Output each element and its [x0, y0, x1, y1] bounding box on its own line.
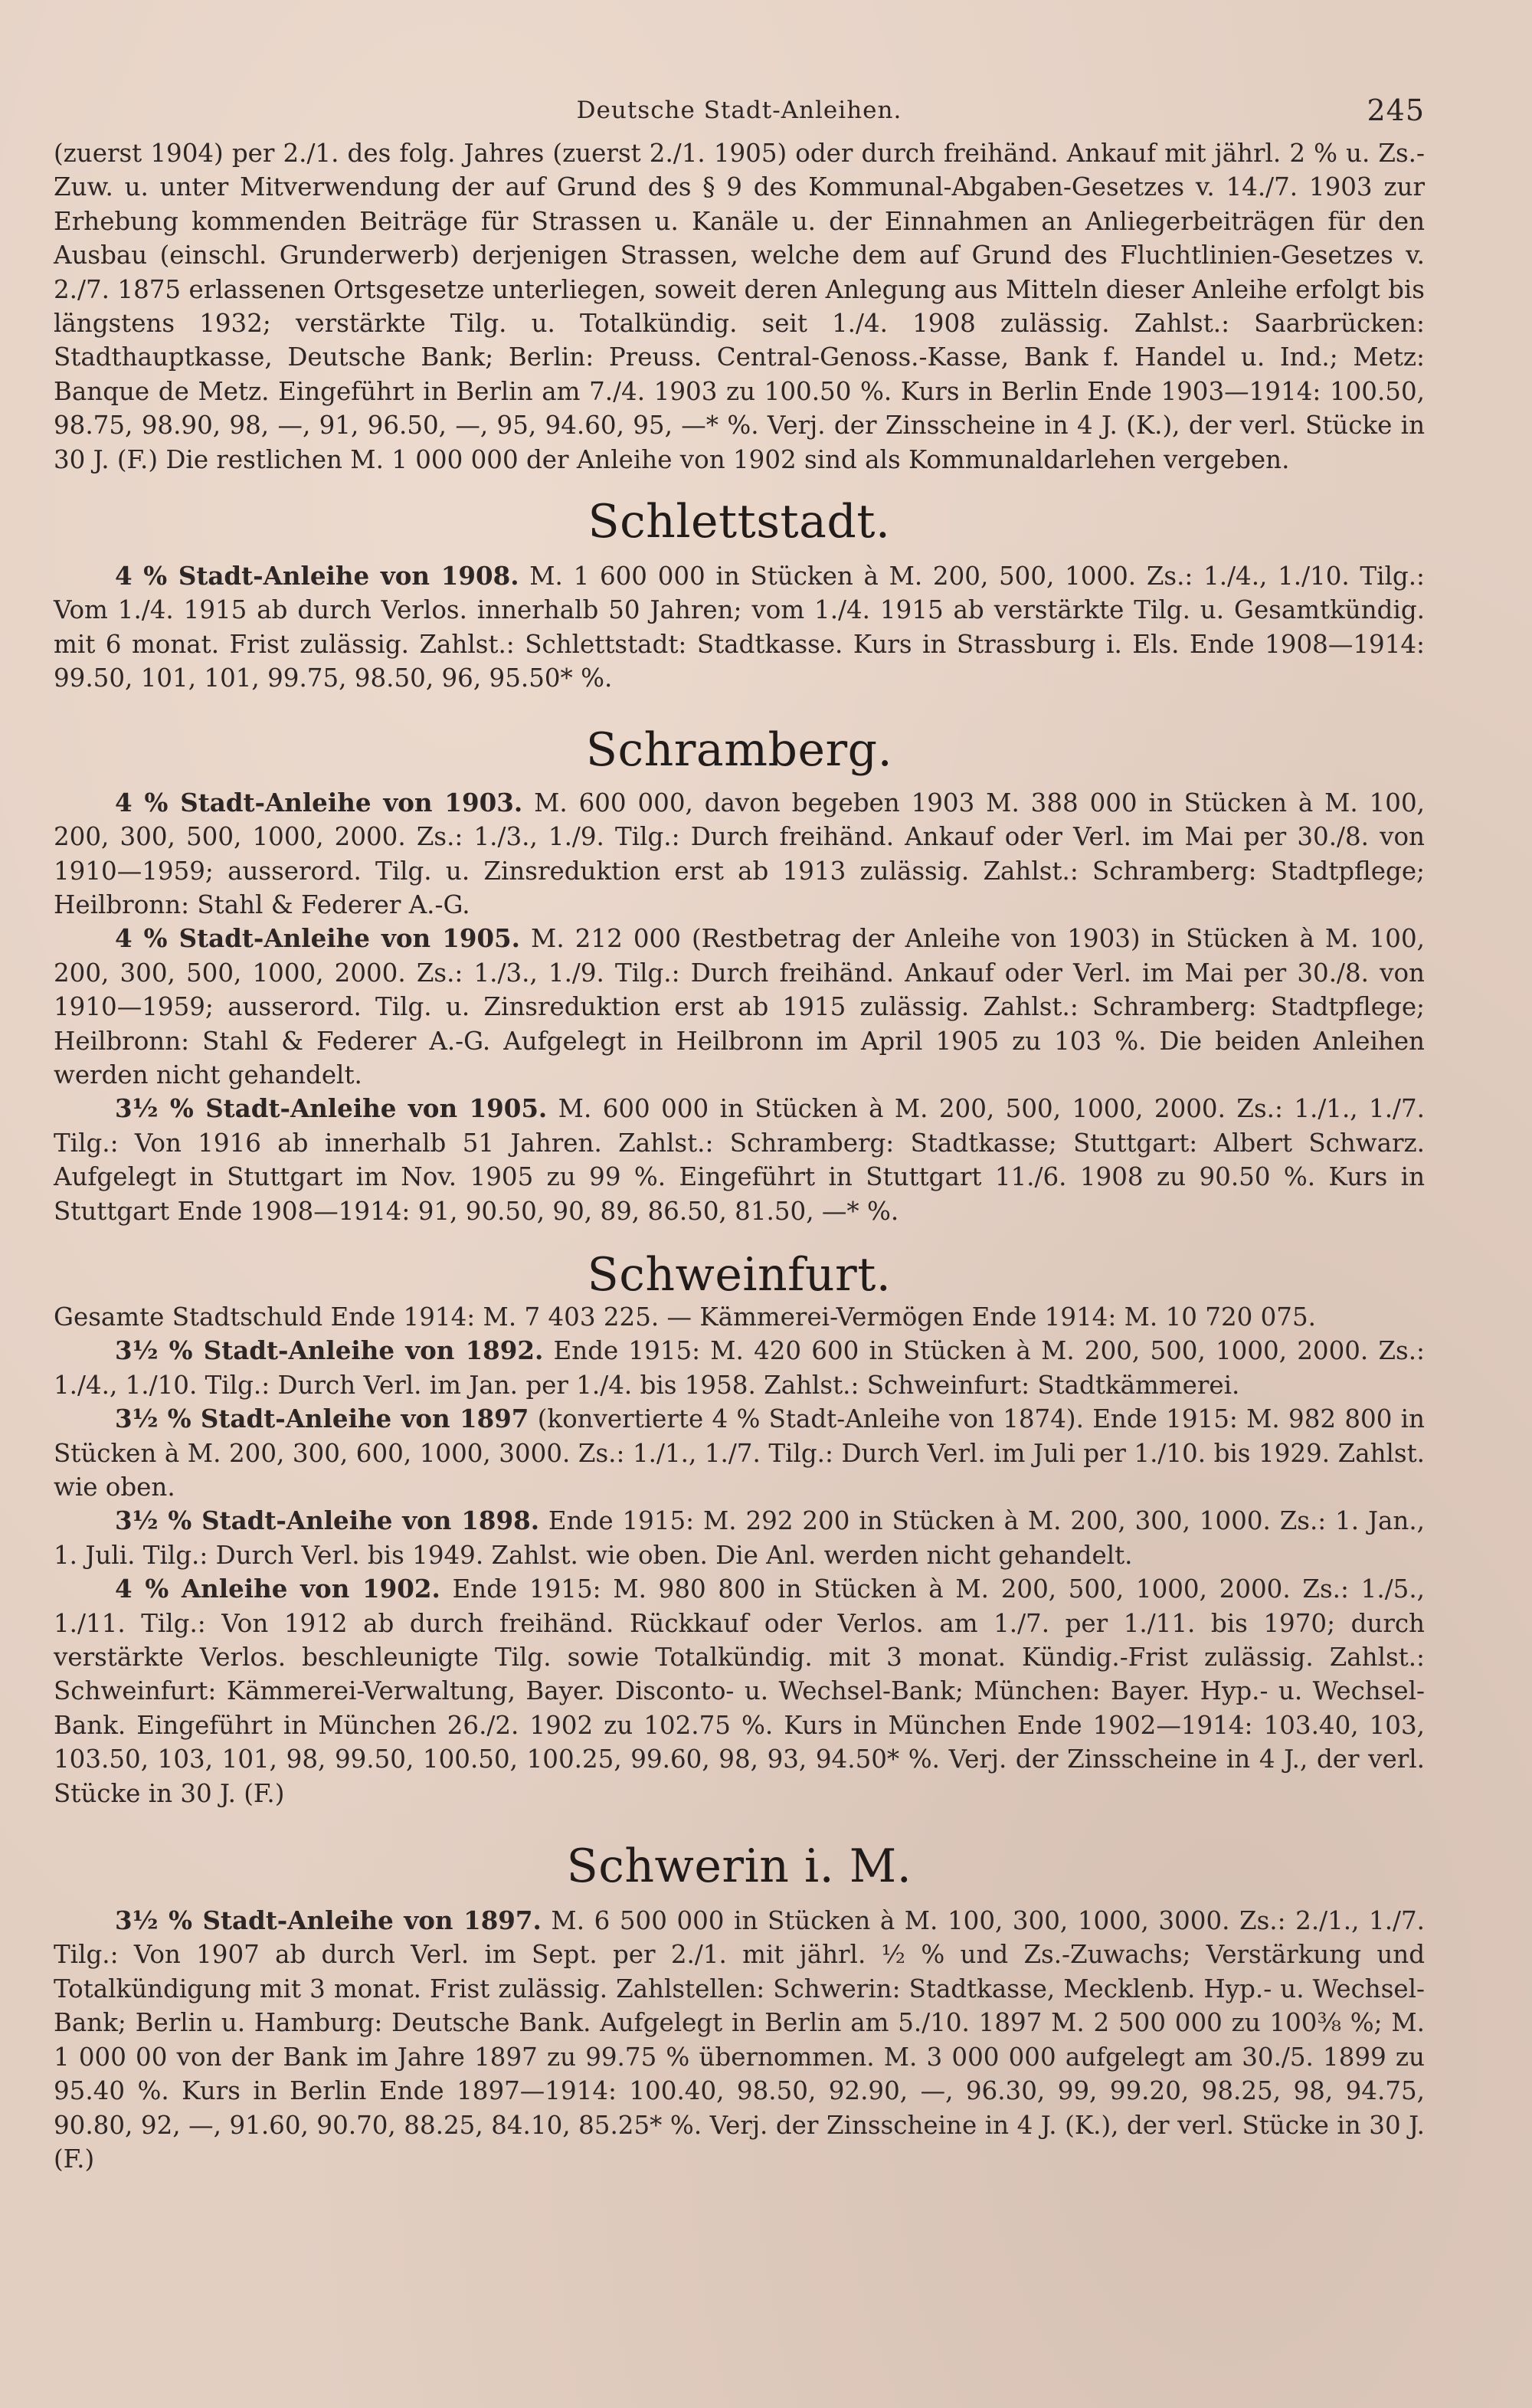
loan-details: M. 6 500 000 in Stücken à M. 100, 300, 1000, 3000. Zs.: 2./1., 1./7. Tilg.: Von 1907 ab durch Verl. im Sept. per 2./1. mit jährl. ½ % und Zs.-Zuwachs; Verstärkung und Totalkündigung mit 3 monat. Frist zulässig. Zahlstellen: Schwerin: Stadtkasse, Mecklenb. Hyp.- u. Wechsel-Bank; Berlin u. Hamburg: Deutsche Bank. Aufgelegt in Berlin am 5./10. 1897 M. 2 500 000 zu 100⅜ %; M. 1 000 00 von der Bank im Jahre 1897 zu 99.75 % übernommen. M. 3 000 000 aufgelegt am 30./5. 1899 zu 95.40 %. Kurs in Berlin Ende 1897—1914: 100.40, 98.50, 92.90, —, 96.30, 99, 99.20, 98.25, 98, 94.75, 90.80, 92, —, 91.60, 90.70, 88.25, 84.10, 85.25* %. Verj. der Zinsscheine in 4 J. (K.), der verl. Stücke in 30 J. (F.) — [54, 1906, 1425, 2174]
loan-details: M. 600 000 in Stücken à M. 200, 500, 1000, 2000. Zs.: 1./1., 1./7. Tilg.: Von 1916 ab innerhalb 51 Jahren. Zahlst.: Schramberg: Stadtkasse; Stuttgart: Albert Schwarz. Aufgelegt in Stuttgart im Nov. 1905 zu 99 %. Eingeführt in Stuttgart 11./6. 1908 zu 90.50 %. Kurs in Stuttgart Ende 1908—1914: 91, 90.50, 90, 89, 86.50, 81.50, —* %. — [54, 1094, 1425, 1226]
loan-title: 3½ % Stadt-Anleihe von 1905. — [115, 1093, 548, 1124]
running-title: Deutsche Stadt-Anleihen. — [576, 97, 902, 124]
loan-title: 4 % Stadt-Anleihe von 1903. — [115, 787, 523, 817]
loan-entry — [54, 1092, 1425, 1228]
loan-entry — [54, 559, 1425, 696]
section-heading-schramberg: Schramberg. — [585, 722, 893, 777]
page — [54, 90, 1425, 2176]
loan-details: M. 1 600 000 in Stücken à M. 200, 500, 1000. Zs.: 1./4., 1./10. Tilg.: Vom 1./4. 1915 ab durch Verlos. innerhalb 50 Jahren; vom 1./4. 1915 ab verstärkte Tilg. u. Gesamtkündig. mit 6 monat. Frist zulässig. Zahlst.: Schlettstadt: Stadtkasse. Kurs in Strassburg i. Els. Ende 1908—1914: 99.50, 101, 101, 99.75, 98.50, 96, 95.50* %. — [54, 562, 1425, 693]
loan-title: 4 % Stadt-Anleihe von 1905. — [115, 923, 520, 954]
loan-details: M. 600 000, davon begeben 1903 M. 388 000 in Stücken à M. 100, 200, 300, 500, 1000, 2000. Zs.: 1./3., 1./9. Tilg.: Durch freihänd. Ankauf oder Verl. im Mai per 30./8. von 1910—1959; ausserord. Tilg. u. Zinsreduktion erst ab 1913 zulässig. Zahlst.: Schramberg: Stadtpflege; Heilbronn: Stahl & Federer A.-G. — [54, 788, 1425, 919]
loan-entry — [54, 1504, 1425, 1572]
page-number: 245 — [1367, 93, 1425, 127]
intro-paragraph: (zuerst 1904) per 2./1. des folg. Jahres (zuerst 2./1. 1905) oder durch freihänd. Ankauf mit jährl. 2 % u. Zs.-Zuw. u. unter Mitverwendung der auf Grund des § 9 des Kommunal-Abgaben-Gesetzes v. 14./7. 1903 zur Erhebung kommenden Beiträge für Strassen u. Kanäle u. der Einnahmen an Anliegerbeiträgen für den Ausbau (einschl. Grunderwerb) derjenigen Strassen, welche dem auf Grund des Fluchtlinien-Gesetzes v. 2./7. 1875 erlassenen Ortsgesetze unterliegen, soweit deren Anlegung aus Mitteln dieser Anleihe erfolgt bis längstens 1932; verstärkte Tilg. u. Totalkündig. seit 1./4. 1908 zulässig. Zahlst.: Saarbrücken: Stadthauptkasse, Deutsche Bank; Berlin: Preuss. Central-Genoss.-Kasse, Bank f. Handel u. Ind.; Metz: Banque de Metz. Eingeführt in Berlin am 7./4. 1903 zu 100.50 %. Kurs in Berlin Ende 1903—1914: 100.50, 98.75, 98.90, 98, —, 91, 96.50, —, 95, 94.60, 95, —* %. Verj. der Zinsscheine in 4 J. (K.), der verl. Stücke in 30 J. (F.) Die restlichen M. 1 000 000 der Anleihe von 1902 sind als Kommunaldarlehen vergeben. — [54, 139, 1425, 474]
loan-title: 3½ % Stadt-Anleihe von 1898. — [115, 1505, 540, 1536]
loan-entry — [54, 922, 1425, 1092]
loan-title: 4 % Anleihe von 1902. — [115, 1574, 440, 1604]
loan-details: (konvertierte 4 % Stadt-Anleihe von 1874). Ende 1915: M. 982 800 in Stücken à M. 200, 300, 600, 1000, 3000. Zs.: 1./1., 1./7. Tilg.: Durch Verl. im Juli per 1./10. bis 1929. Zahlst. wie oben. — [54, 1404, 1425, 1502]
debt-summary: Gesamte Stadtschuld Ende 1914: M. 7 403 225. — Kämmerei-Vermögen Ende 1914: M. 10 720 075. — [54, 1302, 1316, 1332]
loan-entry — [54, 1572, 1425, 1810]
loan-entry — [54, 786, 1425, 922]
loan-details: Ende 1915: M. 420 600 in Stücken à M. 200, 500, 1000, 2000. Zs.: 1./4., 1./10. Tilg.: Durch Verl. im Jan. per 1./4. bis 1958. Zahlst.: Schweinfurt: Stadtkämmerei. — [54, 1336, 1425, 1400]
section-heading-schwerin: Schwerin i. M. — [566, 1840, 912, 1894]
loan-entry — [54, 1402, 1425, 1504]
loan-entry — [54, 1904, 1425, 2176]
loan-details: Ende 1915: M. 980 800 in Stücken à M. 200, 500, 1000, 2000. Zs.: 1./5., 1./11. Tilg.: Von 1912 ab durch freihänd. Rückkauf oder Verlos. am 1./7. per 1./11. bis 1970; durch verstärkte Verlos. beschleunigte Tilg. sowie Totalkündig. mit 3 monat. Kündig.-Frist zulässig. Zahlst.: Schweinfurt: Kämmerei-Verwaltung, Bayer. Disconto- u. Wechsel-Bank; München: Bayer. Hyp.- u. Wechsel-Bank. Eingeführt in München 26./2. 1902 zu 102.75 %. Kurs in München Ende 1902—1914: 103.40, 103, 103.50, 103, 101, 98, 99.50, 100.50, 100.25, 99.60, 98, 93, 94.50* %. Verj. der Zinsscheine in 4 J., der verl. Stücke in 30 J. (F.) — [54, 1574, 1425, 1808]
loan-entry — [54, 1334, 1425, 1402]
loan-title: 3½ % Stadt-Anleihe von 1892. — [115, 1335, 544, 1366]
loan-details: M. 212 000 (Restbetrag der Anleihe von 1903) in Stücken à M. 100, 200, 300, 500, 1000, 2000. Zs.: 1./3., 1./9. Tilg.: Durch freihänd. Ankauf oder Verl. im Mai per 30./8. von 1910—1959; ausserord. Tilg. u. Zinsreduktion erst ab 1915 zulässig. Zahlst.: Schramberg: Stadtpflege; Heilbronn: Stahl & Federer A.-G. Aufgelegt in Heilbronn im April 1905 zu 103 %. Die beiden Anleihen werden nicht gehandelt. — [54, 924, 1425, 1089]
loan-details: Ende 1915: M. 292 200 in Stücken à M. 200, 300, 1000. Zs.: 1. Jan., 1. Juli. Tilg.: Durch Verl. bis 1949. Zahlst. wie oben. Die Anl. werden nicht gehandelt. — [54, 1506, 1425, 1570]
loan-title: 4 % Stadt-Anleihe von 1908. — [115, 561, 519, 591]
loan-title: 3½ % Stadt-Anleihe von 1897. — [115, 1905, 542, 1936]
loan-title: 3½ % Stadt-Anleihe von 1897 — [115, 1404, 529, 1434]
section-heading-schlettstadt: Schlettstadt. — [588, 495, 891, 549]
running-head — [54, 90, 1425, 136]
section-heading-schweinfurt: Schweinfurt. — [587, 1247, 892, 1302]
